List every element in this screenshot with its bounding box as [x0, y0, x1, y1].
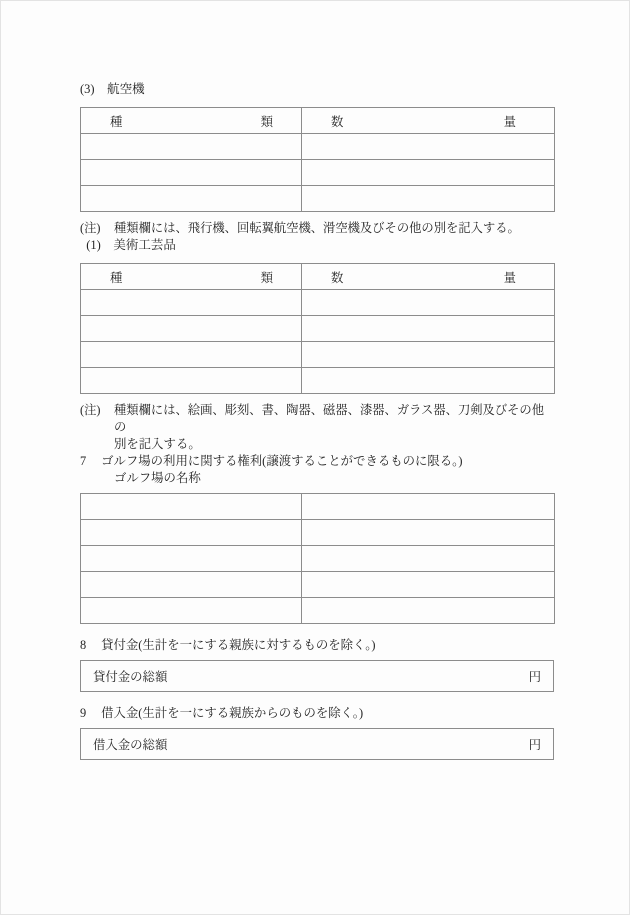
- table-row[interactable]: [81, 494, 555, 520]
- section-heading-golf: [80, 453, 554, 470]
- cell-type[interactable]: [81, 316, 302, 342]
- cell-golf-value[interactable]: [302, 572, 555, 598]
- loans-receivable-total-cell[interactable]: [81, 661, 554, 692]
- spacer: [80, 253, 554, 263]
- fine-arts-table: [80, 263, 555, 394]
- table-header-row: [81, 108, 555, 134]
- loans-payable-total-unit: 円: [528, 738, 541, 752]
- cell-type[interactable]: [81, 342, 302, 368]
- cell-quantity[interactable]: [302, 160, 555, 186]
- golf-table: [80, 493, 555, 624]
- header-cell-quantity: [302, 108, 555, 134]
- section-marker-fine-arts: (1): [86, 238, 101, 252]
- loans-receivable-total-unit: 円: [528, 670, 541, 684]
- table-row[interactable]: [81, 160, 555, 186]
- header-quantity-right: 量: [503, 114, 516, 129]
- section-title-loans-payable: 借入金(生計を一にする親族からのものを除く。): [101, 706, 364, 720]
- loans-payable-total-cell[interactable]: [81, 729, 554, 760]
- header-cell-type: [81, 264, 302, 290]
- header-cell-quantity-inner: [302, 264, 554, 289]
- header-type-left: 種: [110, 114, 123, 129]
- top-spacer: [80, 1, 554, 81]
- table-row[interactable]: [81, 134, 555, 160]
- section-number-golf: 7: [80, 454, 87, 468]
- cell-golf-course-name[interactable]: [81, 494, 302, 520]
- header-type-right: 類: [260, 270, 273, 285]
- cell-quantity[interactable]: [302, 134, 555, 160]
- cell-type[interactable]: [81, 368, 302, 394]
- cell-golf-value[interactable]: [302, 598, 555, 624]
- section-label-aircraft: 航空機: [107, 82, 145, 96]
- cell-golf-course-name[interactable]: [81, 572, 302, 598]
- loans-receivable-total-label: 貸付金の総額: [93, 670, 168, 684]
- cell-type[interactable]: [81, 186, 302, 212]
- spacer: [80, 692, 554, 705]
- header-cell-quantity: [302, 264, 555, 290]
- table-row[interactable]: [81, 546, 555, 572]
- loans-payable-total-table: [80, 728, 554, 760]
- section-number-loans-receivable: 8: [80, 638, 87, 652]
- spacer: [80, 624, 554, 637]
- section-heading-fine-arts: [80, 237, 554, 253]
- header-cell-quantity-inner: [302, 108, 554, 133]
- aircraft-table: [80, 107, 555, 212]
- header-cell-type: [81, 108, 302, 134]
- header-quantity-left: 数: [331, 114, 344, 129]
- note-fine-arts: [80, 402, 554, 436]
- table-row[interactable]: [81, 342, 555, 368]
- note-marker: (注): [80, 403, 101, 417]
- cell-type[interactable]: [81, 134, 302, 160]
- cell-quantity[interactable]: [302, 342, 555, 368]
- section-marker-aircraft: (3): [80, 82, 95, 96]
- table-row[interactable]: [81, 520, 555, 546]
- table-header-row: [81, 264, 555, 290]
- section-heading-loans-payable: [80, 705, 554, 722]
- note-marker: (注): [80, 221, 101, 235]
- cell-golf-course-name[interactable]: [81, 598, 302, 624]
- cell-golf-value[interactable]: [302, 494, 555, 520]
- loans-receivable-total-table: [80, 660, 554, 692]
- header-cell-type-inner: [81, 108, 301, 133]
- section-heading-loans-receivable: [80, 637, 554, 654]
- cell-golf-course-name[interactable]: [81, 546, 302, 572]
- spacer: [80, 212, 554, 220]
- note-text: 種類欄には、飛行機、回転翼航空機、滑空機及びその他の別を記入する。: [114, 221, 520, 235]
- cell-golf-course-name[interactable]: [81, 520, 302, 546]
- table-row[interactable]: [81, 572, 555, 598]
- cell-type[interactable]: [81, 160, 302, 186]
- cell-quantity[interactable]: [302, 316, 555, 342]
- header-type-left: 種: [110, 270, 123, 285]
- table-row[interactable]: [81, 598, 555, 624]
- cell-golf-value[interactable]: [302, 546, 555, 572]
- golf-course-name-label: ゴルフ場の名称: [114, 471, 201, 485]
- section-title-golf: ゴルフ場の利用に関する権利(譲渡することができるものに限る。): [101, 454, 463, 468]
- header-cell-type-inner: [81, 264, 301, 289]
- cell-quantity[interactable]: [302, 368, 555, 394]
- header-type-right: 類: [260, 114, 273, 129]
- table-row[interactable]: [81, 186, 555, 212]
- note-text-continued: 別を記入する。: [114, 437, 201, 451]
- spacer: [80, 394, 554, 402]
- table-row[interactable]: [81, 729, 554, 760]
- loans-payable-total-label: 借入金の総額: [93, 738, 168, 752]
- section-heading-aircraft: [80, 81, 554, 97]
- note-text: 種類欄には、絵画、彫刻、書、陶器、磁器、漆器、ガラス器、刀剣及びその他の: [114, 403, 545, 434]
- cell-type[interactable]: [81, 290, 302, 316]
- table-row[interactable]: [81, 316, 555, 342]
- loans-receivable-total-inner: [93, 667, 541, 685]
- spacer: [80, 97, 554, 107]
- section-number-loans-payable: 9: [80, 706, 87, 720]
- document-content: [80, 1, 554, 760]
- cell-quantity[interactable]: [302, 186, 555, 212]
- cell-quantity[interactable]: [302, 290, 555, 316]
- section-label-fine-arts: 美術工芸品: [113, 238, 176, 252]
- table-row[interactable]: [81, 368, 555, 394]
- header-quantity-right: 量: [503, 270, 516, 285]
- section-title-loans-receivable: 貸付金(生計を一にする親族に対するものを除く。): [101, 638, 376, 652]
- table-row[interactable]: [81, 661, 554, 692]
- table-row[interactable]: [81, 290, 555, 316]
- note-aircraft: [80, 220, 554, 237]
- header-quantity-left: 数: [331, 270, 344, 285]
- loans-payable-total-inner: [93, 735, 541, 753]
- cell-golf-value[interactable]: [302, 520, 555, 546]
